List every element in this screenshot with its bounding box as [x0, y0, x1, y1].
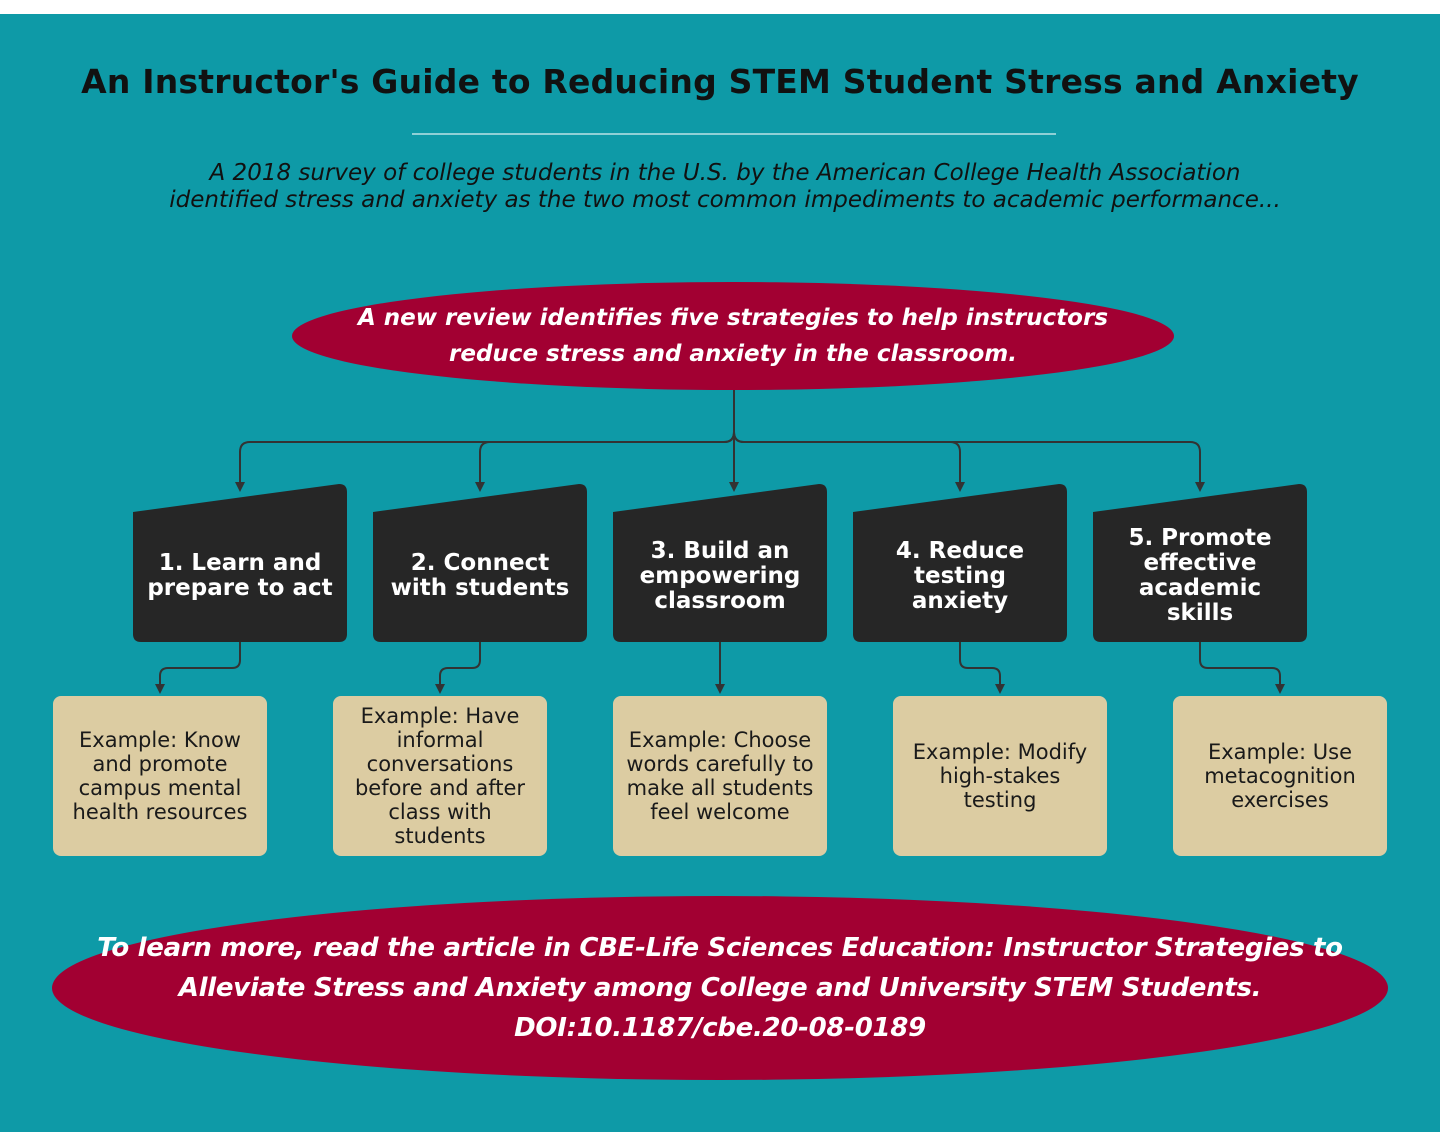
branch-1: [240, 432, 734, 490]
strategy-box-5: [1093, 484, 1307, 642]
strategy-box-1: [133, 484, 347, 642]
example-text-1: Example: Know and promote campus mental health resources: [72, 728, 248, 824]
example-box-1: [53, 696, 267, 856]
strategy-label-1: 1. Learn and prepare to act: [147, 550, 333, 601]
page-title: An Instructor's Guide to Reducing STEM Student Stress and Anxiety: [81, 62, 1359, 101]
link-2: [440, 642, 480, 692]
branch-2: [480, 432, 734, 490]
example-text-4: Example: Modify high-stakes testing: [912, 740, 1088, 812]
example-box-5: [1173, 696, 1387, 856]
strategy-box-2: [373, 484, 587, 642]
example-text-2: Example: Have informal conversations before and after class with students: [354, 704, 526, 848]
strategy-label-2: 2. Connect with students: [390, 550, 570, 601]
footer-oval: [52, 896, 1388, 1080]
example-box-4: [893, 696, 1107, 856]
link-1: [160, 642, 240, 692]
branch-5: [734, 432, 1200, 490]
link-5: [1200, 642, 1280, 692]
example-text-5: Example: Use metacognition exercises: [1204, 740, 1356, 812]
subtitle-line-1: A 2018 survey of college students in the U.S. by the American College Health Association: [209, 160, 1241, 186]
link-4: [960, 642, 1000, 692]
example-text-3: Example: Choose words carefully to make all students feel welcome: [626, 728, 814, 824]
subtitle-line-2: identified stress and anxiety as the two most common impediments to academic performance...: [169, 187, 1281, 213]
strategy-label-4: 4. Reduce testing anxiety: [895, 537, 1025, 614]
example-box-2: [333, 696, 547, 856]
strategy-box-3: [613, 484, 827, 642]
footer-text: To learn more, read the article in CBE-Life Sciences Education: Instructor Strategies to Alleviate Stress and Anxiety among College and University STEM Students. DOI:10.1187/cbe.20-08-0189: [97, 933, 1343, 1043]
branch-4: [734, 432, 960, 490]
strategy-box-4: [853, 484, 1067, 642]
intro-oval: [292, 282, 1174, 390]
strategy-label-5: 5. Promote effective academic skills: [1128, 525, 1272, 626]
intro-text: A new review identifies five strategies to help instructors reduce stress and anxiety in the classroom.: [357, 305, 1109, 367]
example-box-3: [613, 696, 827, 856]
strategy-label-3: 3. Build an empowering classroom: [639, 537, 801, 614]
